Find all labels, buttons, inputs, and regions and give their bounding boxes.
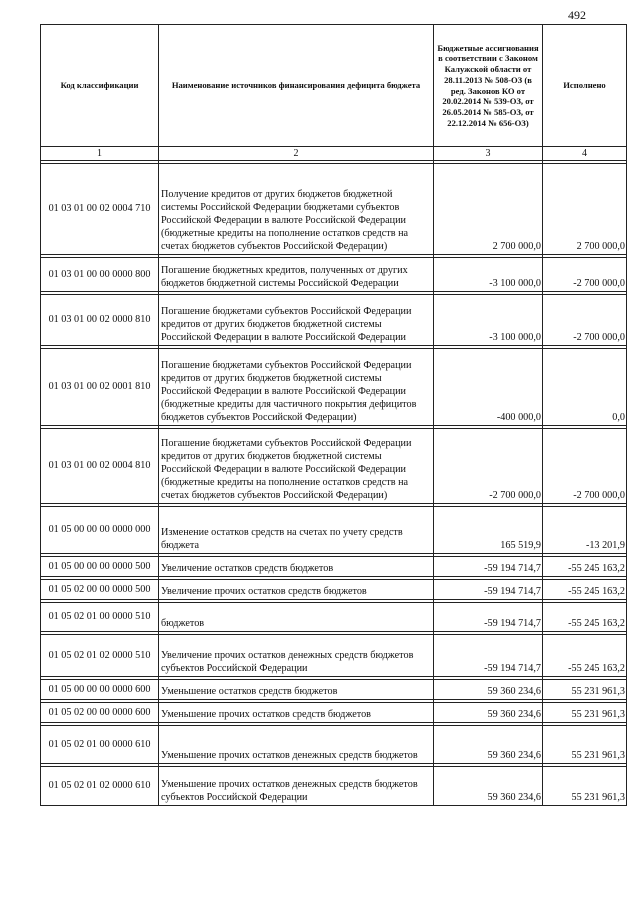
row-executed: 55 231 961,3 <box>543 767 627 806</box>
table-header-row <box>41 25 627 147</box>
row-code: 01 05 02 01 02 0000 610 <box>41 767 159 806</box>
page-number: 492 <box>568 8 586 22</box>
column-number-row <box>41 147 627 161</box>
row-executed: 55 231 961,3 <box>543 680 627 700</box>
financing-sources-table <box>40 24 627 806</box>
header-name: Наименование источников финансирования дефицита бюджета <box>159 25 434 147</box>
table-row <box>41 429 627 504</box>
row-executed: -2 700 000,0 <box>543 295 627 346</box>
row-allocated: -400 000,0 <box>434 349 543 426</box>
header-executed: Исполнено <box>543 25 627 147</box>
row-allocated: -59 194 714,7 <box>434 557 543 577</box>
row-executed: -55 245 163,2 <box>543 580 627 600</box>
row-executed: -2 700 000,0 <box>543 258 627 292</box>
row-allocated: -59 194 714,7 <box>434 580 543 600</box>
column-number: 1 <box>41 147 159 161</box>
row-name: Увеличение прочих остатков средств бюджетов <box>159 580 434 600</box>
row-name: Уменьшение прочих остатков средств бюджетов <box>159 703 434 723</box>
row-name: Изменение остатков средств на счетах по учету средств бюджета <box>159 507 434 554</box>
row-name: Уменьшение прочих остатков денежных средств бюджетов субъектов Российской Федерации <box>159 767 434 806</box>
row-allocated: -3 100 000,0 <box>434 295 543 346</box>
table-row <box>41 726 627 764</box>
row-name: Погашение бюджетами субъектов Российской Федерации кредитов от других бюджетов бюджетной системы Российской Федерации в валюте Российской Федерации (бюджетные кредиты на пополнение остатков средств на счетах бюджетов субъектов Российской Федерации) <box>159 429 434 504</box>
row-name: Увеличение прочих остатков денежных средств бюджетов субъектов Российской Федерации <box>159 635 434 677</box>
row-executed: -2 700 000,0 <box>543 429 627 504</box>
row-code: 01 03 01 00 00 0000 800 <box>41 258 159 292</box>
column-number: 4 <box>543 147 627 161</box>
header-code: Код классификации <box>41 25 159 147</box>
row-executed: 55 231 961,3 <box>543 703 627 723</box>
row-allocated: -59 194 714,7 <box>434 635 543 677</box>
column-number: 3 <box>434 147 543 161</box>
row-executed: 0,0 <box>543 349 627 426</box>
row-allocated: -59 194 714,7 <box>434 603 543 632</box>
table-row <box>41 635 627 677</box>
row-allocated: -3 100 000,0 <box>434 258 543 292</box>
row-code: 01 05 00 00 00 0000 500 <box>41 557 159 577</box>
row-name: Погашение бюджетами субъектов Российской Федерации кредитов от других бюджетов бюджетной системы Российской Федерации в валюте Российской Федерации (бюджетные кредиты для частичного покрытия дефицитов бюджетов субъектов Российской Федерации) <box>159 349 434 426</box>
row-name: Погашение бюджетных кредитов, полученных от других бюджетов бюджетной системы Российской Федерации <box>159 258 434 292</box>
row-name: Уменьшение остатков средств бюджетов <box>159 680 434 700</box>
table-row <box>41 767 627 806</box>
row-allocated: 59 360 234,6 <box>434 726 543 764</box>
table-row <box>41 680 627 700</box>
row-allocated: -2 700 000,0 <box>434 429 543 504</box>
header-allocated: Бюджетные ассигнования в соответствии с Законом Калужской области от 28.11.2013 № 508-ОЗ (в ред. Законов КО от 20.02.2014 № 539-ОЗ, от 26.05.2014 № 585-ОЗ, от 22.12.2014 № 656-ОЗ) <box>434 25 543 147</box>
row-code: 01 03 01 00 02 0004 710 <box>41 164 159 255</box>
row-allocated: 2 700 000,0 <box>434 164 543 255</box>
row-executed: 2 700 000,0 <box>543 164 627 255</box>
row-code: 01 05 02 00 00 0000 500 <box>41 580 159 600</box>
table-row <box>41 557 627 577</box>
table-row <box>41 295 627 346</box>
row-executed: -55 245 163,2 <box>543 603 627 632</box>
row-allocated: 165 519,9 <box>434 507 543 554</box>
row-executed: -55 245 163,2 <box>543 557 627 577</box>
table-row <box>41 258 627 292</box>
row-code: 01 05 02 01 02 0000 510 <box>41 635 159 677</box>
table-row <box>41 164 627 255</box>
row-executed: -55 245 163,2 <box>543 635 627 677</box>
row-code: 01 05 00 00 00 0000 000 <box>41 507 159 554</box>
row-code: 01 03 01 00 02 0000 810 <box>41 295 159 346</box>
table-row <box>41 349 627 426</box>
row-code: 01 05 00 00 00 0000 600 <box>41 680 159 700</box>
row-allocated: 59 360 234,6 <box>434 703 543 723</box>
row-allocated: 59 360 234,6 <box>434 767 543 806</box>
table-row <box>41 703 627 723</box>
column-number: 2 <box>159 147 434 161</box>
row-allocated: 59 360 234,6 <box>434 680 543 700</box>
table-row <box>41 507 627 554</box>
row-code: 01 05 02 00 00 0000 600 <box>41 703 159 723</box>
row-executed: 55 231 961,3 <box>543 726 627 764</box>
row-name: бюджетов <box>159 603 434 632</box>
row-code: 01 03 01 00 02 0001 810 <box>41 349 159 426</box>
table-row <box>41 603 627 632</box>
row-code: 01 05 02 01 00 0000 610 <box>41 726 159 764</box>
row-name: Увеличение остатков средств бюджетов <box>159 557 434 577</box>
row-name: Погашение бюджетами субъектов Российской Федерации кредитов от других бюджетов бюджетной системы Российской Федерации в валюте Российской Федерации <box>159 295 434 346</box>
row-name: Уменьшение прочих остатков денежных средств бюджетов <box>159 726 434 764</box>
row-code: 01 05 02 01 00 0000 510 <box>41 603 159 632</box>
row-name: Получение кредитов от других бюджетов бюджетной системы Российской Федерации бюджетами субъектов Российской Федерации в валюте Российской Федерации (бюджетные кредиты на пополнение остатков средств на счетах бюджетов субъектов Российской Федерации) <box>159 164 434 255</box>
row-executed: -13 201,9 <box>543 507 627 554</box>
table-row <box>41 580 627 600</box>
row-code: 01 03 01 00 02 0004 810 <box>41 429 159 504</box>
